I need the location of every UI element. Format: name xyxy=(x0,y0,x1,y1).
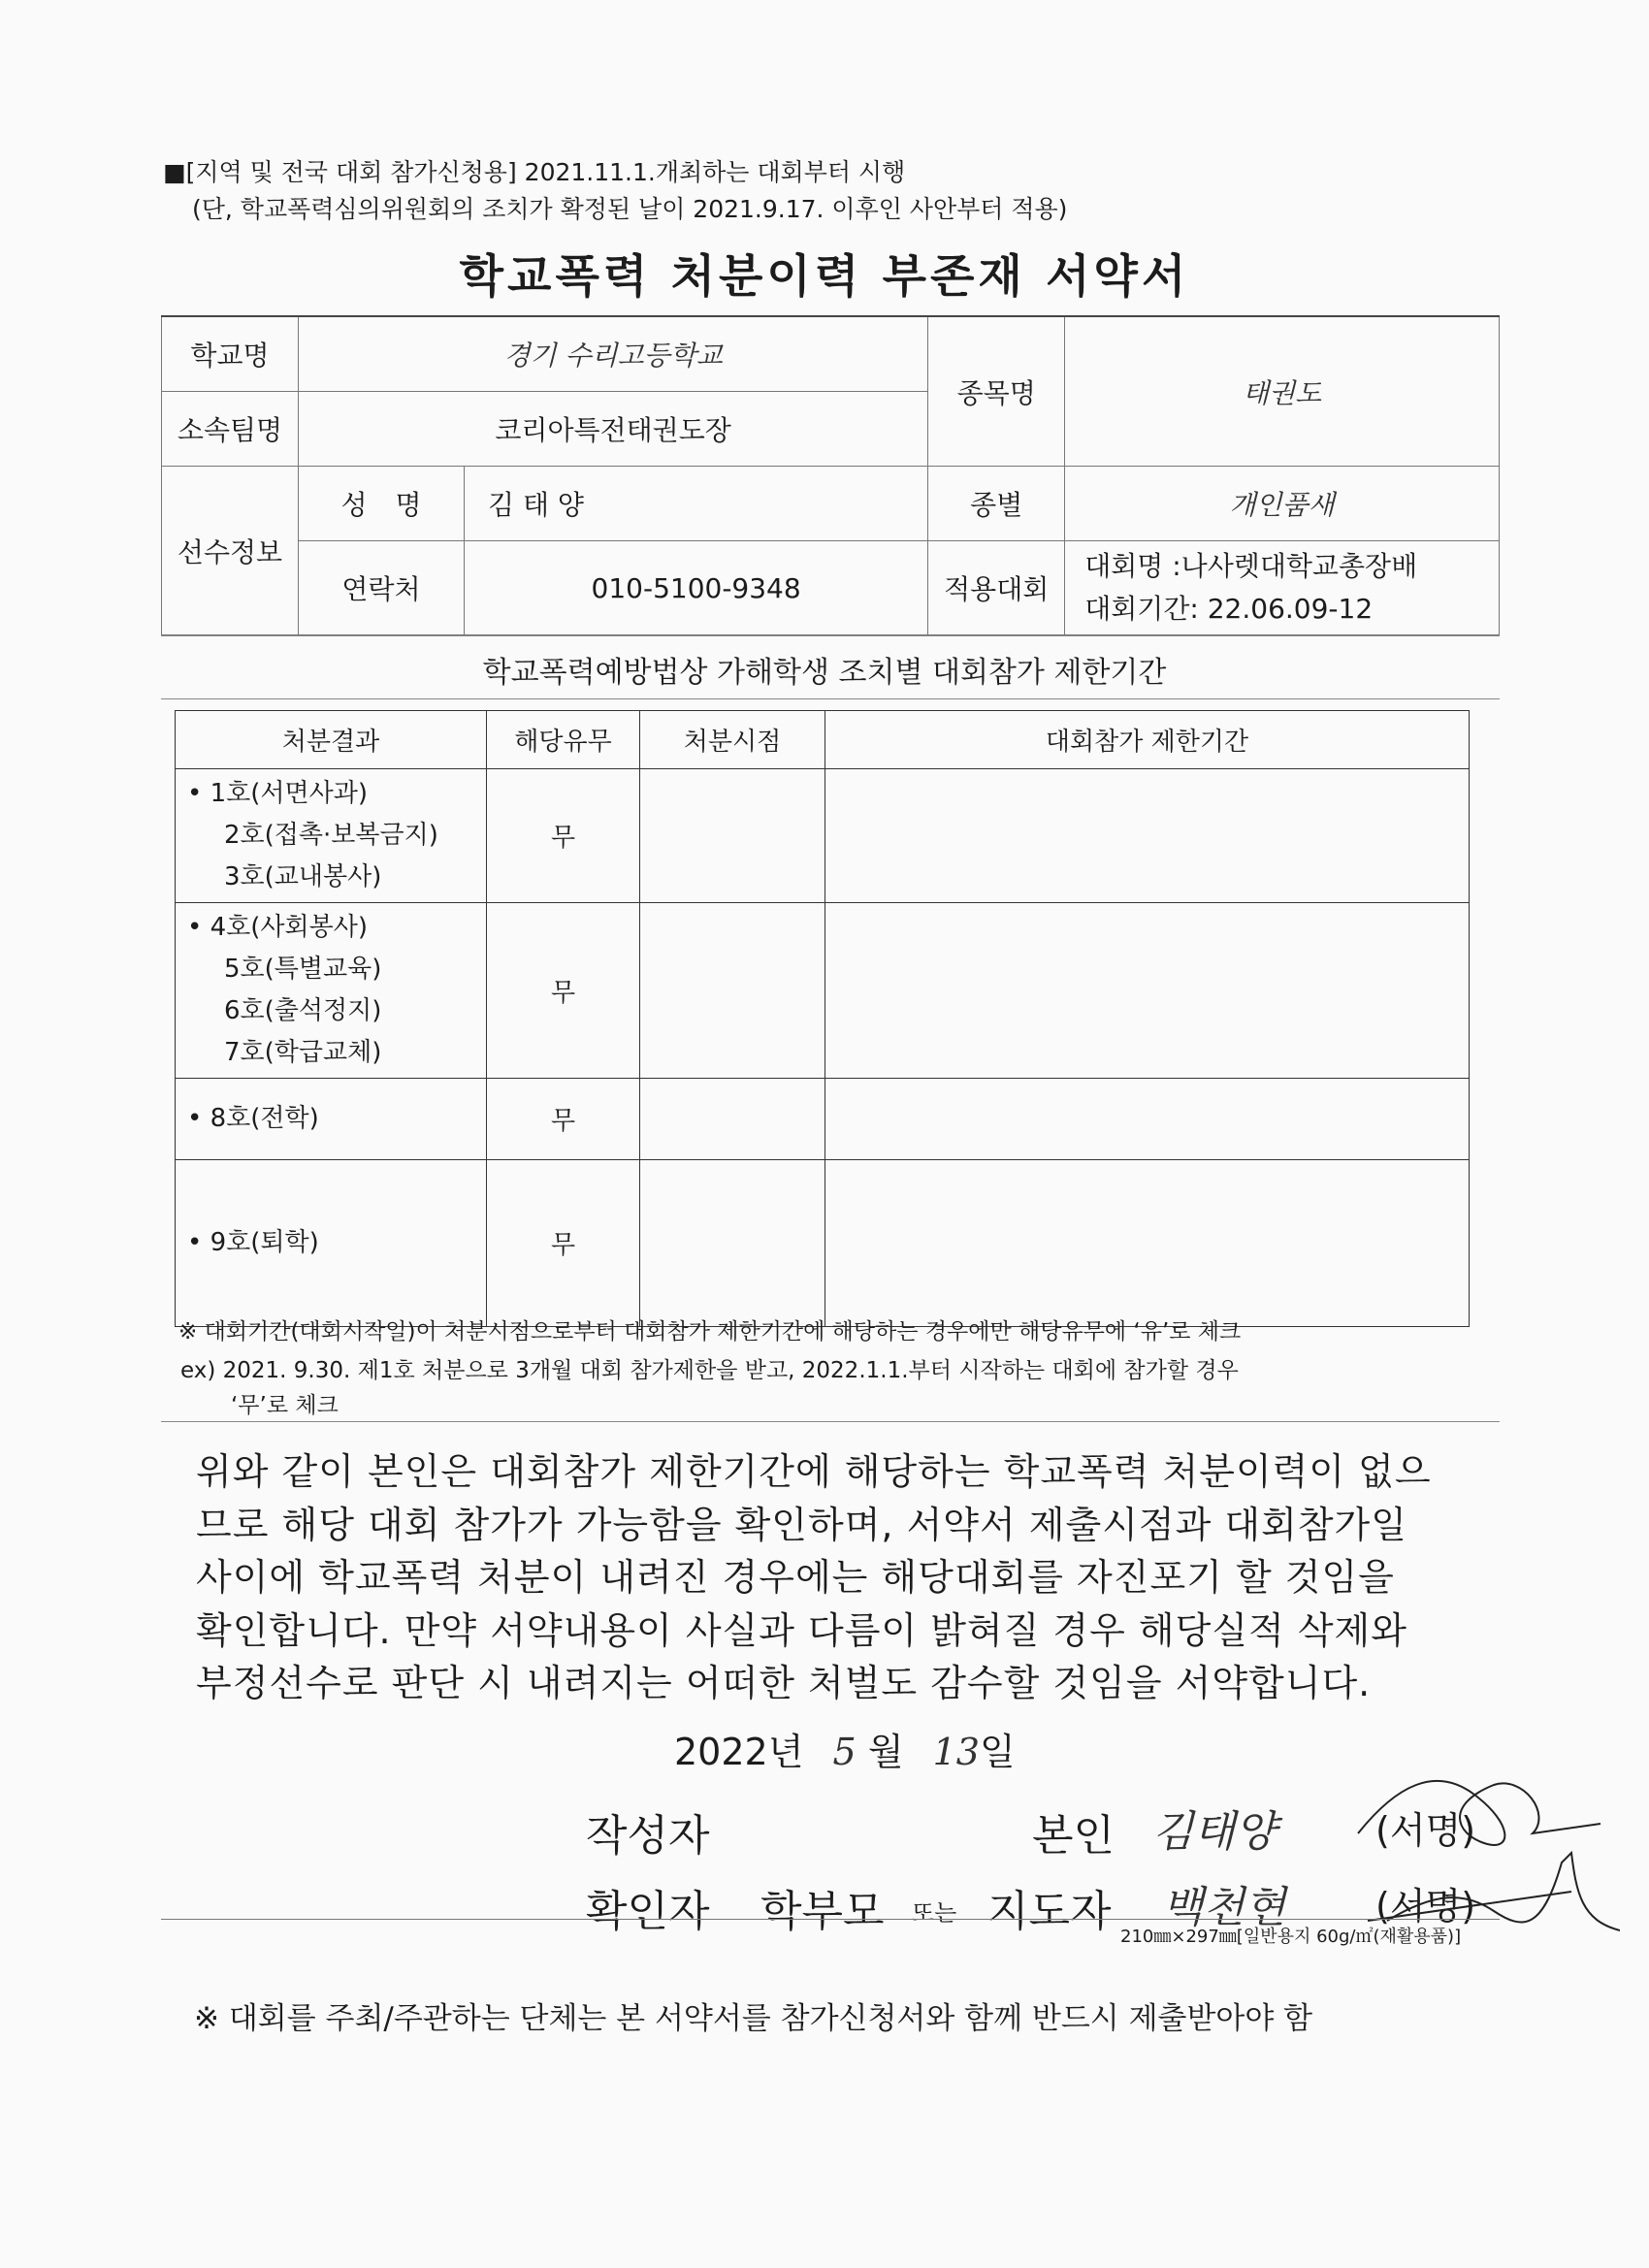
name-value: 김 태 양 xyxy=(465,467,928,541)
notice-line-1: ■[지역 및 전국 대회 참가신청용] 2021.11.1.개최하는 대회부터 시행 xyxy=(163,158,906,186)
disposition-item: • 8호(전학) xyxy=(187,1104,319,1133)
self-signature-name: 김태양 xyxy=(1152,1807,1277,1857)
pledge-line: 므로 해당 대회 참가가 가능함을 확인하며, 서약서 제출시점과 대회참가일 xyxy=(196,1503,1407,1546)
self-label: 본인 xyxy=(1032,1811,1116,1861)
signing-date xyxy=(674,1722,1016,1775)
event-label: 종목명 xyxy=(928,316,1065,467)
date-month-unit: 월 xyxy=(867,1731,904,1773)
pledge-line: 위와 같이 본인은 대회참가 제한기간에 해당하는 학교폭력 처분이력이 없으 xyxy=(196,1450,1432,1493)
divider xyxy=(161,635,1500,636)
pledge-line: 확인합니다. 만약 서약내용이 사실과 다름이 밝혀질 경우 해당실적 삭제와 xyxy=(196,1608,1407,1652)
school-value: 경기 수리고등학교 xyxy=(299,316,928,392)
restriction-period-cell xyxy=(825,769,1470,903)
disposition-date-cell xyxy=(640,1079,825,1160)
column-header: 해당유무 xyxy=(487,711,640,769)
disposition-date-cell xyxy=(640,903,825,1079)
disposition-item: • 9호(퇴학) xyxy=(187,1228,319,1257)
notice-line-2: (단, 학교폭력심의위원회의 조치가 확정된 날이 2021.9.17. 이후인 사안부터 적용) xyxy=(192,195,1068,223)
footnote-2: ex) 2021. 9.30. 제1호 처분으로 3개월 대회 참가제한을 받고, 2022.1.1.부터 시작하는 대회에 참가할 경우 xyxy=(180,1358,1239,1383)
restriction-period-cell xyxy=(825,903,1470,1079)
event-value: 태권도 xyxy=(1065,316,1500,467)
document-title: 학교폭력 처분이력 부존재 서약서 xyxy=(459,250,1190,304)
team-label: 소속팀명 xyxy=(162,392,299,467)
paper-spec: 210㎜×297㎜[일반용지 60g/㎡(재활용품)] xyxy=(1120,1927,1462,1947)
confirmer-label: 확인자 xyxy=(586,1887,710,1936)
disposition-item: 6호(출석정지) xyxy=(224,996,382,1025)
table-header-row xyxy=(176,711,1470,769)
section-title: 학교폭력예방법상 가해학생 조치별 대회참가 제한기간 xyxy=(482,656,1167,690)
disposition-items xyxy=(176,903,487,1079)
pledge-paragraph xyxy=(196,1445,1476,1710)
applicable-value: 무 xyxy=(487,1160,640,1327)
parent-label: 학부모 xyxy=(760,1887,885,1936)
competition-label: 적용대회 xyxy=(928,541,1065,635)
disposition-items xyxy=(176,1160,487,1327)
date-year: 2022 xyxy=(674,1731,768,1773)
name-label: 성 명 xyxy=(299,467,465,541)
team-value: 코리아특전태권도장 xyxy=(299,392,928,467)
contact-label: 연락처 xyxy=(299,541,465,635)
sign-label: (서명) xyxy=(1375,1885,1476,1928)
disposition-date-cell xyxy=(640,769,825,903)
or-label: 또는 xyxy=(912,1899,957,1927)
date-day: 13 xyxy=(932,1731,980,1773)
divider xyxy=(161,1421,1500,1422)
disposition-items xyxy=(176,769,487,903)
competition-info xyxy=(1065,541,1500,635)
footnote-1: ※ 대회기간(대회시작일)이 처분시점으로부터 대회참가 제한기간에 해당하는 경우에만 해당유무에 ‘유’로 체크 xyxy=(178,1319,1242,1345)
divider xyxy=(161,698,1500,699)
disposition-date-cell xyxy=(640,1160,825,1327)
contact-value: 010-5100-9348 xyxy=(465,541,928,635)
disposition-item: 2호(접촉·보복금지) xyxy=(224,821,438,850)
applicable-value: 무 xyxy=(487,903,640,1079)
disposition-item: 7호(학급교체) xyxy=(224,1038,382,1067)
column-header: 처분결과 xyxy=(176,711,487,769)
table-row xyxy=(176,903,1470,1079)
date-year-unit: 년 xyxy=(767,1731,804,1773)
footnote-3: ‘무’로 체크 xyxy=(231,1393,339,1418)
disposition-items xyxy=(176,1079,487,1160)
player-info-label: 선수정보 xyxy=(162,467,299,635)
competition-period: 대회기간: 22.06.09-12 xyxy=(1084,593,1374,625)
restriction-period-cell xyxy=(825,1079,1470,1160)
table-row xyxy=(176,769,1470,903)
disciplinary-table xyxy=(175,710,1470,1327)
disposition-item: • 4호(사회봉사) xyxy=(187,913,369,942)
sign-label: (서명) xyxy=(1375,1809,1476,1852)
disposition-item: 3호(교내봉사) xyxy=(224,862,382,891)
column-header: 처분시점 xyxy=(640,711,825,769)
pledge-line: 부정선수로 판단 시 내려지는 어떠한 처벌도 감수할 것임을 서약합니다. xyxy=(196,1662,1372,1704)
school-label: 학교명 xyxy=(162,316,299,392)
restriction-period-cell xyxy=(825,1160,1470,1327)
applicant-info-table xyxy=(161,315,1500,635)
disposition-item: 5호(특별교육) xyxy=(224,955,382,984)
category-label: 종별 xyxy=(928,467,1065,541)
column-header: 대회참가 제한기간 xyxy=(825,711,1470,769)
applicable-value: 무 xyxy=(487,1079,640,1160)
table-row xyxy=(176,1160,1470,1327)
guide-signature-name: 백천현 xyxy=(1162,1883,1286,1932)
disposition-item: • 1호(서면사과) xyxy=(187,779,369,808)
bottom-note: ※ 대회를 주최/주관하는 단체는 본 서약서를 참가신청서와 함께 반드시 제출받아야 함 xyxy=(194,2001,1313,2036)
writer-label: 작성자 xyxy=(586,1811,710,1861)
date-month: 5 xyxy=(832,1731,857,1773)
applicable-value: 무 xyxy=(487,769,640,903)
date-day-unit: 일 xyxy=(979,1731,1016,1773)
guide-label: 지도자 xyxy=(987,1887,1112,1936)
divider xyxy=(161,1919,1500,1920)
table-row xyxy=(176,1079,1470,1160)
pledge-line: 사이에 학교폭력 처분이 내려진 경우에는 해당대회를 자진포기 할 것임을 xyxy=(196,1556,1395,1599)
category-value: 개인품새 xyxy=(1065,467,1500,541)
competition-name: 대회명 :나사렛대학교총장배 xyxy=(1084,550,1418,582)
